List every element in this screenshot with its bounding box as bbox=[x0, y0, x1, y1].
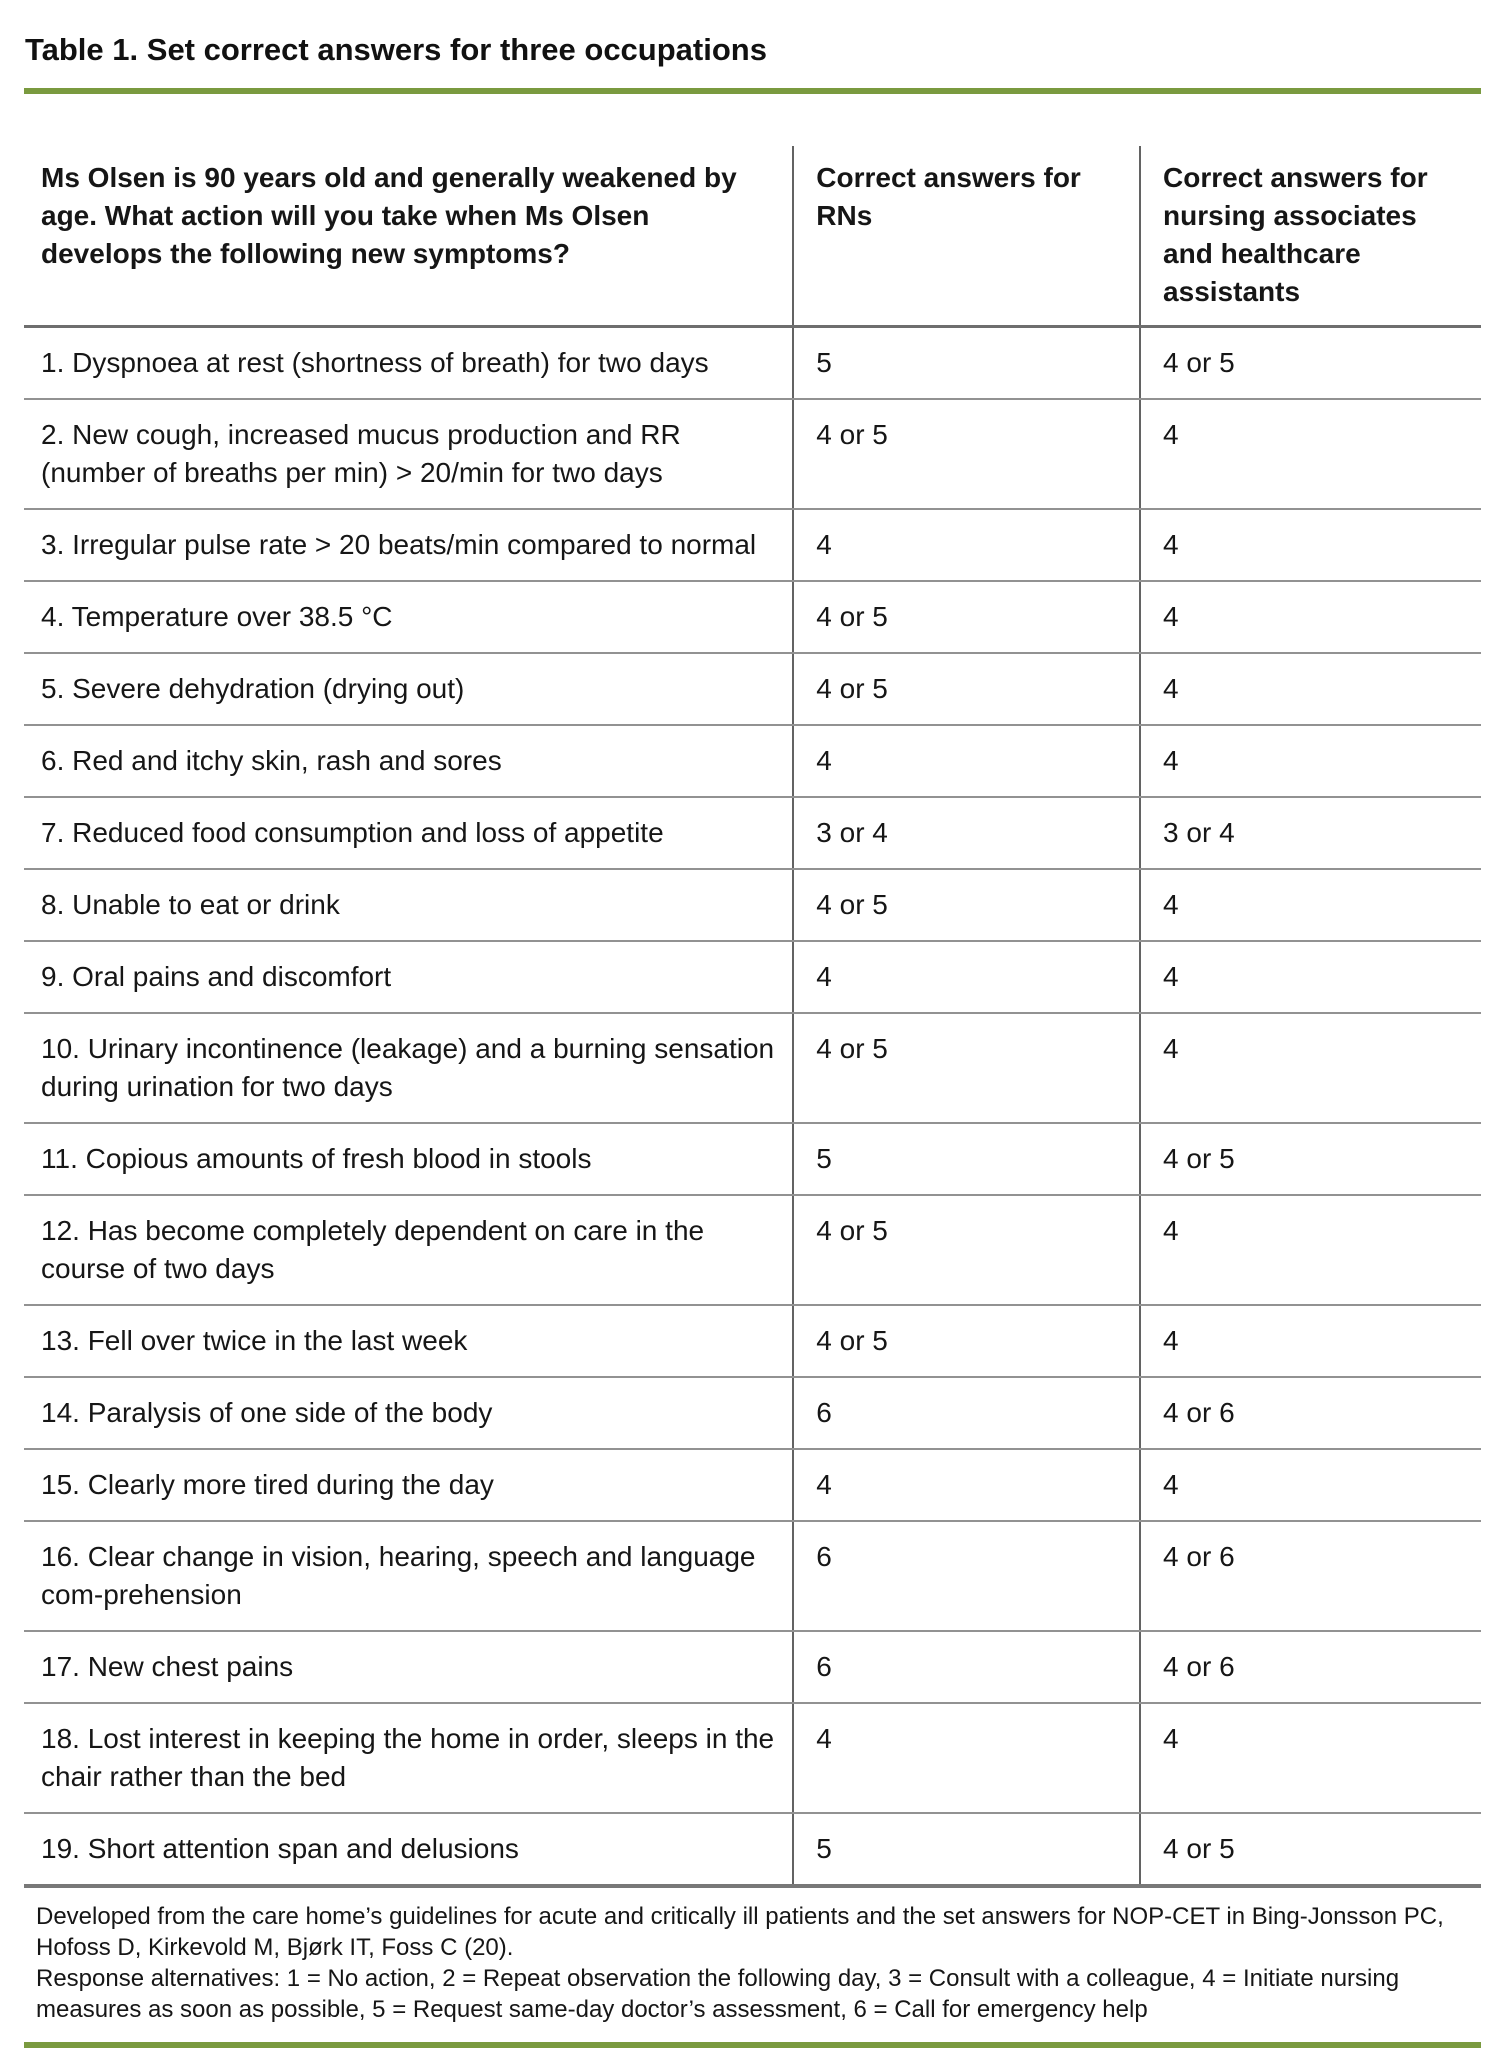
rn-answer-cell: 3 or 4 bbox=[793, 797, 1140, 869]
symptom-cell: 11. Copious amounts of fresh blood in stools bbox=[24, 1123, 793, 1195]
rn-answer-cell: 4 bbox=[793, 941, 1140, 1013]
symptom-cell: 19. Short attention span and delusions bbox=[24, 1813, 793, 1886]
rn-answer-cell: 4 or 5 bbox=[793, 581, 1140, 653]
symptom-cell: 9. Oral pains and discomfort bbox=[24, 941, 793, 1013]
table-footnotes bbox=[36, 1901, 1481, 2025]
assistant-answer-cell: 4 or 6 bbox=[1140, 1631, 1481, 1703]
symptom-cell: 18. Lost interest in keeping the home in order, sleeps in the chair rather than the bed bbox=[24, 1703, 793, 1813]
rn-answer-cell: 5 bbox=[793, 327, 1140, 400]
table-row bbox=[24, 1449, 1481, 1521]
assistant-answer-cell: 4 bbox=[1140, 1449, 1481, 1521]
table-row bbox=[24, 869, 1481, 941]
assistant-answer-cell: 4 bbox=[1140, 1305, 1481, 1377]
assistant-answer-cell: 4 bbox=[1140, 869, 1481, 941]
table-row bbox=[24, 1521, 1481, 1631]
answers-table-wrap bbox=[24, 146, 1481, 1888]
footnote-response-alternatives: Response alternatives: 1 = No action, 2 = Repeat observation the following day, 3 = Consult with a colleague, 4 = Initiate nursing measures as soon as possible, 5 = Request same-day doctor’s assessment, 6 = Call for emergency help bbox=[36, 1965, 1400, 2023]
rn-answer-cell: 6 bbox=[793, 1521, 1140, 1631]
assistant-answer-cell: 4 bbox=[1140, 653, 1481, 725]
table-row bbox=[24, 1377, 1481, 1449]
table-header-row bbox=[24, 146, 1481, 327]
table-header bbox=[24, 146, 1481, 327]
symptom-cell: 4. Temperature over 38.5 °C bbox=[24, 581, 793, 653]
assistant-answer-cell: 4 bbox=[1140, 399, 1481, 509]
symptom-cell: 13. Fell over twice in the last week bbox=[24, 1305, 793, 1377]
column-header-symptoms: Ms Olsen is 90 years old and generally weakened by age. What action will you take when Ms Olsen develops the following new symptoms? bbox=[24, 146, 793, 327]
rn-answer-cell: 6 bbox=[793, 1631, 1140, 1703]
table-row bbox=[24, 399, 1481, 509]
symptom-cell: 17. New chest pains bbox=[24, 1631, 793, 1703]
symptom-cell: 7. Reduced food consumption and loss of appetite bbox=[24, 797, 793, 869]
table-row bbox=[24, 797, 1481, 869]
rn-answer-cell: 4 bbox=[793, 1449, 1140, 1521]
symptom-cell: 12. Has become completely dependent on care in the course of two days bbox=[24, 1195, 793, 1305]
column-header-rns: Correct answers for RNs bbox=[793, 146, 1140, 327]
answers-table bbox=[24, 146, 1481, 1888]
symptom-cell: 1. Dyspnoea at rest (shortness of breath) for two days bbox=[24, 327, 793, 400]
symptom-cell: 2. New cough, increased mucus production and RR (number of breaths per min) > 20/min for two days bbox=[24, 399, 793, 509]
rn-answer-cell: 4 or 5 bbox=[793, 1013, 1140, 1123]
assistant-answer-cell: 4 bbox=[1140, 725, 1481, 797]
table-row bbox=[24, 725, 1481, 797]
table-row bbox=[24, 1123, 1481, 1195]
assistant-answer-cell: 3 or 4 bbox=[1140, 797, 1481, 869]
symptom-cell: 14. Paralysis of one side of the body bbox=[24, 1377, 793, 1449]
rn-answer-cell: 4 or 5 bbox=[793, 653, 1140, 725]
table-row bbox=[24, 1703, 1481, 1813]
table-row bbox=[24, 653, 1481, 725]
assistant-answer-cell: 4 bbox=[1140, 509, 1481, 581]
table-row bbox=[24, 581, 1481, 653]
symptom-cell: 5. Severe dehydration (drying out) bbox=[24, 653, 793, 725]
rn-answer-cell: 4 bbox=[793, 725, 1140, 797]
rn-answer-cell: 5 bbox=[793, 1123, 1140, 1195]
assistant-answer-cell: 4 or 5 bbox=[1140, 1123, 1481, 1195]
assistant-answer-cell: 4 or 5 bbox=[1140, 327, 1481, 400]
table-title-label: Table 1. bbox=[25, 32, 139, 67]
assistant-answer-cell: 4 or 6 bbox=[1140, 1377, 1481, 1449]
bottom-accent-rule bbox=[24, 2042, 1481, 2048]
assistant-answer-cell: 4 bbox=[1140, 1013, 1481, 1123]
table-row bbox=[24, 509, 1481, 581]
rn-answer-cell: 4 bbox=[793, 1703, 1140, 1813]
rn-answer-cell: 5 bbox=[793, 1813, 1140, 1886]
table-row bbox=[24, 1305, 1481, 1377]
assistant-answer-cell: 4 bbox=[1140, 581, 1481, 653]
rn-answer-cell: 6 bbox=[793, 1377, 1140, 1449]
table-row bbox=[24, 941, 1481, 1013]
symptom-cell: 8. Unable to eat or drink bbox=[24, 869, 793, 941]
symptom-cell: 15. Clearly more tired during the day bbox=[24, 1449, 793, 1521]
table-title-text: Set correct answers for three occupations bbox=[146, 32, 767, 67]
top-accent-rule bbox=[24, 88, 1481, 94]
rn-answer-cell: 4 or 5 bbox=[793, 1305, 1140, 1377]
table-row bbox=[24, 1631, 1481, 1703]
symptom-cell: 16. Clear change in vision, hearing, speech and language com-prehension bbox=[24, 1521, 793, 1631]
table-row bbox=[24, 1013, 1481, 1123]
assistant-answer-cell: 4 bbox=[1140, 1195, 1481, 1305]
rn-answer-cell: 4 or 5 bbox=[793, 869, 1140, 941]
table-row bbox=[24, 327, 1481, 400]
symptom-cell: 3. Irregular pulse rate > 20 beats/min compared to normal bbox=[24, 509, 793, 581]
footnote-source: Developed from the care home’s guidelines for acute and critically ill patients and the set answers for NOP-CET in Bing-Jonsson PC, Hofoss D, Kirkevold M, Bjørk IT, Foss C (20). bbox=[36, 1903, 1444, 1961]
table-body bbox=[24, 327, 1481, 1887]
rn-answer-cell: 4 or 5 bbox=[793, 1195, 1140, 1305]
assistant-answer-cell: 4 or 6 bbox=[1140, 1521, 1481, 1631]
symptom-cell: 10. Urinary incontinence (leakage) and a burning sensation during urination for two days bbox=[24, 1013, 793, 1123]
assistant-answer-cell: 4 or 5 bbox=[1140, 1813, 1481, 1886]
assistant-answer-cell: 4 bbox=[1140, 1703, 1481, 1813]
table-title bbox=[25, 30, 1481, 70]
assistant-answer-cell: 4 bbox=[1140, 941, 1481, 1013]
rn-answer-cell: 4 bbox=[793, 509, 1140, 581]
table-row bbox=[24, 1195, 1481, 1305]
symptom-cell: 6. Red and itchy skin, rash and sores bbox=[24, 725, 793, 797]
column-header-assistants: Correct answers for nursing associates and healthcare assistants bbox=[1140, 146, 1481, 327]
table-row bbox=[24, 1813, 1481, 1886]
rn-answer-cell: 4 or 5 bbox=[793, 399, 1140, 509]
